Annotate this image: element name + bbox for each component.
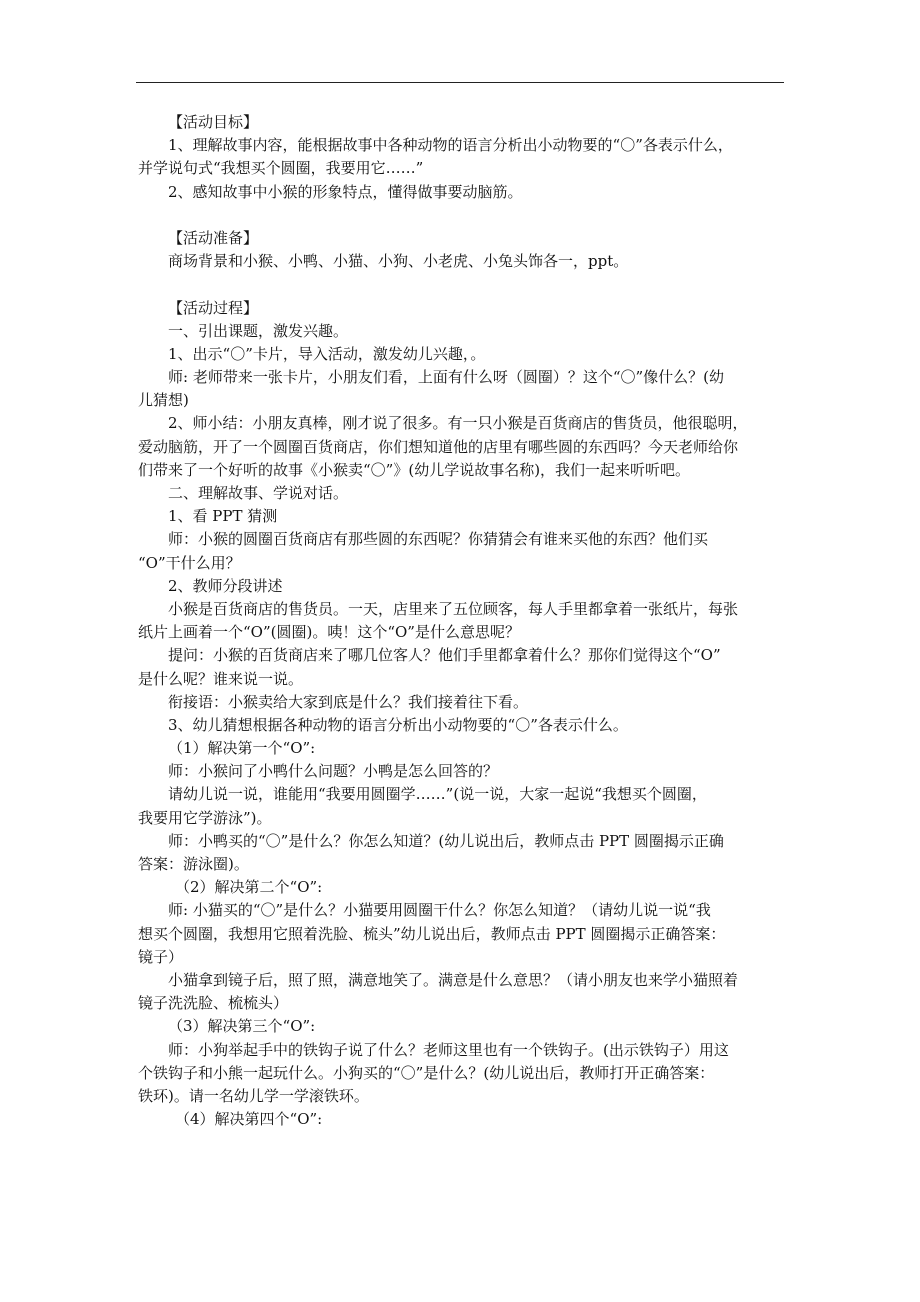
paragraph-line: 1、理解故事内容，能根据故事中各种动物的语言分析出小动物要的“〇”各表示什么， <box>168 136 733 155</box>
paragraph-line: 商场背景和小猴、小鸭、小猫、小狗、小老虎、小兔头饰各一，ppt。 <box>168 252 629 271</box>
paragraph-line: 2、感知故事中小猴的形象特点，懂得做事要动脑筋。 <box>168 182 523 201</box>
paragraph-line: 2、师小结：小朋友真棒，刚才说了很多。有一只小猴是百货商店的售货员，他很聪明， <box>168 414 748 433</box>
header-rule <box>136 82 784 83</box>
section-heading: 【活动目标】 <box>168 113 259 131</box>
paragraph-line: 师：小狗举起手中的铁钩子说了什么？老师这里也有一个铁钩子。(出示铁钩子）用这 <box>168 1040 729 1059</box>
paragraph-line: 师：小猴问了小鸭什么问题？小鸭是怎么回答的？ <box>168 762 499 781</box>
paragraph-line: （4）解决第四个“O”: <box>175 1110 323 1129</box>
paragraph-line: 1、看 PPT 猜测 <box>168 507 278 526</box>
paragraph-line: 想买个圆圈，我想用它照着洗脸、梳头”幼儿说出后，教师点击 PPT 圆圈揭示正确答案： <box>138 924 726 943</box>
spacer <box>138 204 786 227</box>
paragraph-line: 答案：游泳圈)。 <box>138 855 249 873</box>
paragraph-line: 并学说句式“我想买个圆圈，我要用它……” <box>138 159 424 178</box>
paragraph-line: 3、幼儿猜想根据各种动物的语言分析出小动物要的“〇”各表示什么。 <box>168 715 628 734</box>
paragraph-line: 爱动脑筋，开了一个圆圈百货商店，你们想知道他的店里有哪些圆的东西吗？今天老师给你 <box>138 437 739 456</box>
paragraph-line: 1、出示“〇”卡片，导入活动，激发幼儿兴趣，。 <box>168 344 486 363</box>
paragraph-line: 提问：小猴的百货商店来了哪几位客人？他们手里都拿着什么？那你们觉得这个“O” <box>168 646 721 665</box>
paragraph-line: 衔接语：小猴卖给大家到底是什么？我们接着往下看。 <box>168 692 529 711</box>
paragraph-line: 请幼儿说一说，谁能用“我要用圆圈学……”(说一说，大家一起说“我想买个圆圈， <box>168 785 707 804</box>
section-activity-goals <box>138 111 786 204</box>
paragraph-line: （3）解决第三个“O”: <box>168 1017 316 1036</box>
paragraph-line: 儿猜想) <box>138 391 189 410</box>
paragraph-line: 我要用它学游泳”)。 <box>138 808 272 827</box>
section-heading: 【活动过程】 <box>168 298 259 317</box>
paragraph-line: 师: 小猫买的“〇”是什么？小猫要用圆圈干什么？你怎么知道？（请幼儿说一说“我 <box>168 901 711 920</box>
paragraph-line: 个铁钩子和小熊一起玩什么。小狗买的“〇”是什么？(幼儿说出后，教师打开正确答案： <box>138 1063 715 1082</box>
paragraph-line: 小猴是百货商店的售货员。一天，店里来了五位顾客，每人手里都拿着一张纸片，每张 <box>168 599 739 618</box>
paragraph-line: 们带来了一个好听的故事《小猴卖“〇”》(幼儿学说故事名称)，我们一起来听听吧。 <box>138 460 691 479</box>
paragraph-line: 师: 老师带来一张卡片，小朋友们看，上面有什么呀（圆圈）？这个“〇”像什么？(幼 <box>168 368 725 387</box>
paragraph-line: 小猫拿到镜子后，照了照，满意地笑了。满意是什么意思？（请小朋友也来学小猫照着 <box>168 970 739 989</box>
spacer <box>138 273 786 296</box>
paragraph-line: 一、引出课题，激发兴趣。 <box>168 321 349 340</box>
document-body <box>138 111 786 1131</box>
paragraph-line: 镜子） <box>138 947 184 966</box>
paragraph-line: 2、教师分段讲述 <box>168 576 283 595</box>
paragraph-line: “O”干什么用？ <box>138 553 241 572</box>
paragraph-line: 纸片上画着一个“O”(圆圈)。咦！这个“O”是什么意思呢？ <box>138 623 520 642</box>
paragraph-line: 二、理解故事、学说对话。 <box>168 484 349 502</box>
paragraph-line: 师：小猴的圆圈百货商店有那些圆的东西呢？你猜猜会有谁来买他的东西？他们买 <box>168 530 709 549</box>
section-activity-process <box>138 297 786 1132</box>
paragraph-line: （2）解决第二个“O”: <box>175 878 323 897</box>
section-activity-preparation <box>138 227 786 273</box>
section-heading: 【活动准备】 <box>168 228 259 247</box>
paragraph-line: 是什么呢？谁来说一说。 <box>138 669 304 688</box>
paragraph-line: 铁环)。请一名幼儿学一学滚铁环。 <box>138 1086 369 1105</box>
paragraph-line: 师：小鸭买的“〇”是什么？你怎么知道？(幼儿说出后，教师点击 PPT 圆圈揭示正确 <box>168 831 724 850</box>
paragraph-line: 镜子洗洗脸、梳梳头） <box>138 994 289 1013</box>
paragraph-line: （1）解决第一个“O”: <box>168 739 316 758</box>
